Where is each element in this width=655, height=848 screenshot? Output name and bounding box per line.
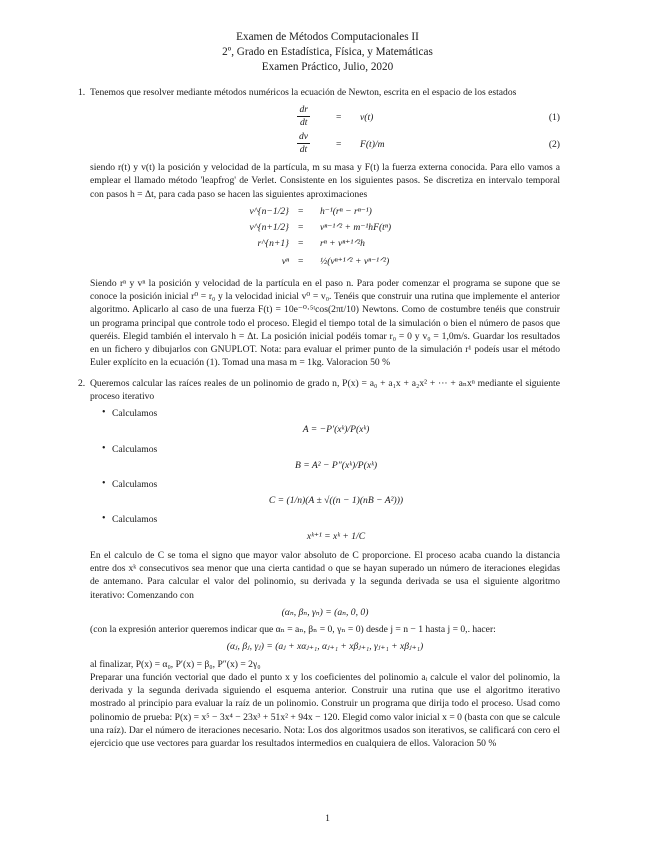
q2-step-3 — [112, 478, 560, 507]
alg-row-4-rhs: ½(vⁿ⁺¹ᐟ² + vⁿ⁻¹ᐟ²) — [320, 255, 390, 267]
q2-intro: Queremos calcular las raíces reales de un polinomio de grado n, P(x) = a₀ + a₁x + a₂x² + ··· + aₙxⁿ mediante el siguiente proceso iterativo — [90, 377, 560, 402]
q1-intro: Tenemos que resolver mediante métodos numéricos la ecuación de Newton, escrita en el espacio de los estados — [90, 87, 517, 98]
header-session: Examen Práctico, Julio, 2020 — [261, 61, 394, 73]
header-title: Examen de Métodos Computacionales II — [236, 31, 419, 43]
q2-text-4: Preparar una función vectorial que dado el punto x y los coeficientes del polinomio aᵢ calcule el valor del polinomio, la derivada y la segunda derivada siguiendo el esquema anterior. Construir una rutina que use el algoritmo iterativo mostrado al principio para evaluar la raíz de un polinomio. Construir un programa que dirija todo el proceso. Usad como polinomio de prueba: P(x) = x⁵ − 3x⁴ − 23x³ + 51x² + 94x − 120. Elegid como valor inicial x = 0 (basta con que se calcule una raíz). Dar el número de iteraciones necesario. Nota: Los dos algoritmos usados son iterativos, se calificará con cero el ejercicio que use vectores para guardar los resultados intermedios en cualquiera de ellos. Valoracion 50 % — [90, 671, 560, 749]
alg-row-3-lhs: r^{n+1} — [257, 237, 289, 249]
alg-row-3-rhs: rⁿ + vⁿ⁺¹ᐟ²h — [320, 237, 365, 249]
q1-text-2: Siendo rⁿ y vⁿ la posición y velocidad de la partícula en el paso n. Para poder comenzar el programa se supone que se conoce la posición inicial r⁰ = r₀ y la velocidad inicial v⁰ = v₀. Tenéis que construir una rutina que implemente el anterior algoritmo. Aplicarlo al caso de una fuerza F(t) = 10e⁻⁰·⁵ᵗcos(2πt/10) Newtons. Como de costumbre tenéis que construir un programa principal que controle todo el proceso. Elegid el tiempo total de la simulación o bien el número de pasos que queréis. Elegid también el intervalo h = Δt. La posición inicial podéis tomar r₀ = 0 y v₀ = 1,0m/s. Guardar los resultados en un fichero y dibujarlos con GNUPLOT. Nota: para evaluar el primer punto de la simulación r¹ podeís usar el método Euler explícito en la ecuación (1). Tomad una masa m = 1kg. Valoracion 50 % — [90, 277, 560, 369]
q2-step-1-label: Calculamos — [112, 408, 158, 420]
q2-text-1: En el calculo de C se toma el signo que mayor valor absoluto de C proporcione. El proceso acaba cuando la distancia entre dos xᵏ consecutivos sea menor que una cierta cantidad o que se hayan superado un número de iteraciones elegidas de antemano. Para calcular el valor del polinomio, su derivada y la segunda derivada se usa el siguiente algoritmo iterativo: Comenzando con — [90, 549, 560, 601]
exam-header — [0, 30, 655, 75]
question-2 — [78, 377, 560, 751]
alg-row-2-lhs: v^{n+1/2} — [249, 221, 289, 233]
alg-row-4-lhs: vⁿ — [281, 255, 289, 267]
exam-content — [78, 86, 560, 750]
eq1-num: dr — [299, 104, 308, 116]
q2-steps-list — [90, 407, 560, 543]
verlet-algorithm — [90, 203, 560, 273]
question-1-number: 1. — [78, 87, 86, 98]
q2-display-1: (αₙ, βₙ, γₙ) = (aₙ, 0, 0) — [281, 606, 369, 618]
q2-step-4-eq: xᵏ⁺¹ = xᵏ + 1/C — [306, 530, 366, 542]
page-number: 1 — [325, 813, 330, 824]
question-1 — [78, 86, 560, 370]
header-course: 2º, Grado en Estadística, Física, y Matemáticas — [222, 46, 433, 58]
alg-row-1: v^{n−1/2} = h⁻¹(rⁿ − rⁿ⁻¹) — [249, 205, 372, 217]
alg-row-2: v^{n+1/2} = vⁿ⁻¹ᐟ² + m⁻¹hF(tⁿ) — [249, 221, 392, 233]
eq1-rhs: v(t) — [360, 112, 374, 124]
alg-row-1-lhs: v^{n−1/2} — [249, 205, 289, 217]
q2-step-3-eq: C = (1/n)(A ± √((n − 1)(nB − A²))) — [268, 495, 404, 507]
eq2-fraction — [297, 131, 310, 155]
alg-row-4: vⁿ = ½(vⁿ⁺¹ᐟ² + vⁿ⁻¹ᐟ²) — [281, 255, 390, 267]
q2-step-2 — [112, 443, 560, 472]
q1-equations — [90, 102, 560, 158]
q2-step-3-label: Calculamos — [112, 478, 158, 490]
question-2-number: 2. — [78, 377, 86, 389]
eq1-fraction — [297, 104, 310, 128]
eq1-tag: (1) — [548, 112, 560, 124]
q2-step-2-label: Calculamos — [112, 443, 158, 455]
eq2-tag: (2) — [548, 139, 560, 151]
alg-row-2-rhs: vⁿ⁻¹ᐟ² + m⁻¹hF(tⁿ) — [320, 221, 392, 233]
q2-step-1-eq: A = −P′(xᵏ)/P(xᵏ) — [302, 424, 370, 436]
q2-step-4 — [112, 513, 560, 542]
alg-row-3: r^{n+1} = rⁿ + vⁿ⁺¹ᐟ²h — [257, 237, 365, 249]
equation-1: $\frac{dr}{dt}$ = v(t) (1) — [299, 104, 560, 128]
eq1-den: dt — [300, 116, 308, 128]
q2-text-3: al finalizar, P(x) = α₀, P′(x) = β₀, P″(x) = 2γ₀ — [90, 658, 261, 670]
q2-step-1 — [112, 407, 560, 436]
eq2-rhs: F(t)/m — [360, 139, 385, 151]
eq2-num: dv — [298, 131, 308, 143]
q2-step-2-eq: B = A² − P″(xᵏ)/P(xᵏ) — [294, 459, 378, 471]
q2-display-2: (αⱼ, βⱼ, γⱼ) = (aⱼ + xαⱼ₊₁, αⱼ₊₁ + xβⱼ₊₁, γⱼ₊₁ + xβⱼ₊₁) — [226, 641, 424, 653]
alg-row-1-rhs: h⁻¹(rⁿ − rⁿ⁻¹) — [320, 205, 372, 217]
q2-text-2: (con la expresión anterior queremos indicar que αₙ = aₙ, βₙ = 0, γₙ = 0) desde j = n − 1 hasta j = 0,. hacer: — [90, 624, 496, 636]
q2-step-4-label: Calculamos — [112, 514, 158, 526]
eq2-den: dt — [299, 143, 308, 155]
q1-text-1: siendo r(t) y v(t) la posición y velocidad de la partícula, m su masa y F(t) la fuerza externa conocida. Para ello vamos a emplear el llamado método 'leapfrog' de Verlet. Consistente en los siguientes pasos. Se discretiza en intervalo temporal con pasos h = Δt, para cada paso se hacen las siguientes aproximaciones — [90, 162, 560, 200]
equation-2: $\frac{dv}{dt}$ = F(t)/m (2) — [298, 131, 560, 155]
